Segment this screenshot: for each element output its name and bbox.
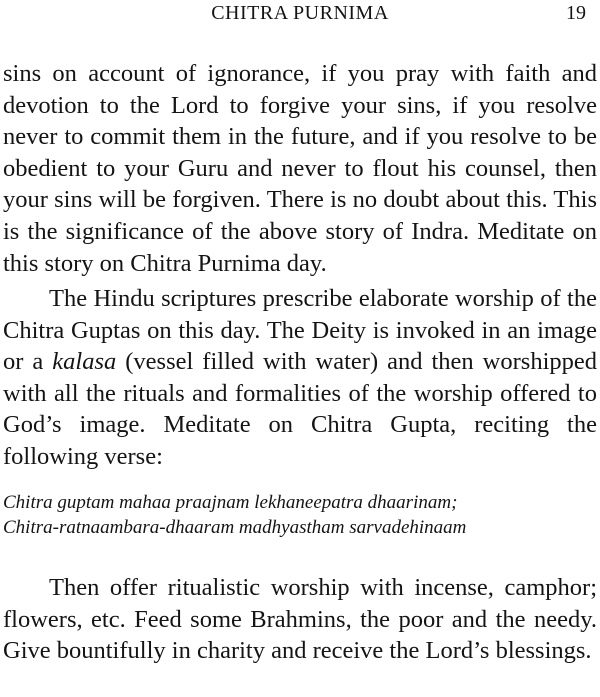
paragraph-worship	[3, 283, 597, 473]
paragraph-forgiveness: sins on account of ignorance, if you pray with faith and devotion to the Lord to forgive your sins, if you resolve never to commit them in the future, and if you resolve to be obedient to your Guru and never to flout his counsel, then your sins will be forgiven. There is no doubt about this. This is the significance of the above story of Indra. Meditate on this story on Chitra Purnima day.	[3, 60, 597, 277]
kalasa-term: kalasa	[52, 348, 117, 376]
paragraph-offerings: Then offer ritualistic worship with incense, camphor; flowers, etc. Feed some Brahmins, the poor and the needy. Give bountifully in charity and receive the Lord’s blessings.	[3, 574, 597, 665]
sanskrit-verse	[3, 490, 597, 540]
paragraph-worship-text-end: (vessel filled with water) and then worshipped with all the rituals and formalities of the worship offered to God’s image. Meditate on Chitra Gupta, reciting the following verse:	[3, 348, 597, 470]
page-header	[0, 2, 600, 32]
running-title: CHITRA PURNIMA	[211, 2, 389, 24]
verse-line-1: Chitra guptam mahaa praajnam lekhaneepatra dhaarinam;	[3, 492, 458, 513]
page-number: 19	[566, 2, 586, 24]
paragraph-worship-text-start: The Hindu scriptures prescribe elaborate worship of the Chitra Guptas on this day. The Deity is invoked in an image or a	[3, 285, 597, 376]
verse-line-2: Chitra-ratnaambara-dhaaram madhyastham sarvadehinaam	[3, 517, 467, 538]
